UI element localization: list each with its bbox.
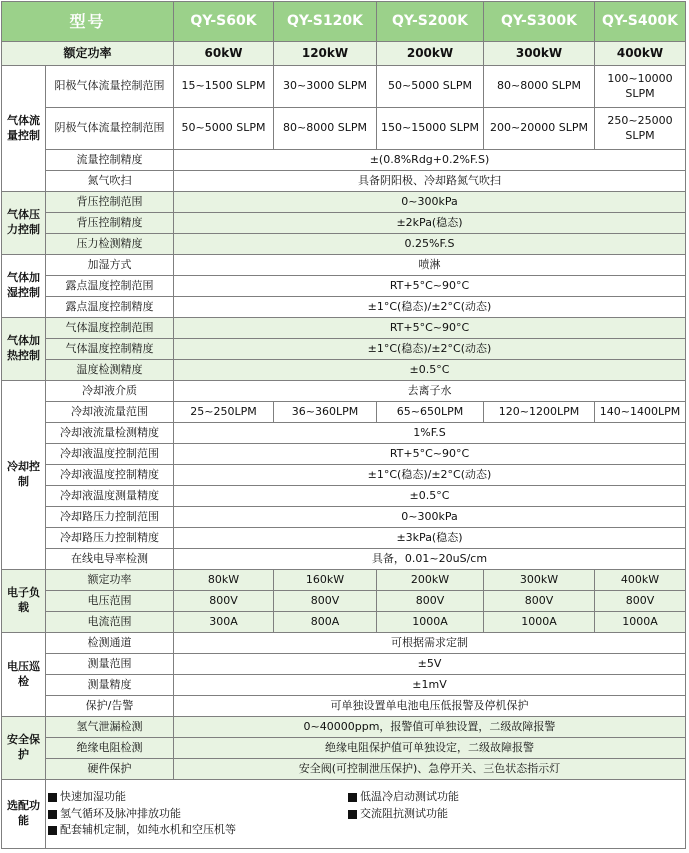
cell-value: 800V — [274, 591, 377, 612]
cell-value: 36~360LPM — [274, 402, 377, 423]
cell-value: 喷淋 — [174, 255, 686, 276]
cell-value: 200~20000 SLPM — [484, 108, 595, 150]
spec-row — [2, 360, 686, 381]
spec-row — [2, 213, 686, 234]
cell-value: 100~10000 SLPM — [595, 66, 686, 108]
option-item — [348, 807, 683, 822]
row-label: 电流范围 — [46, 612, 174, 633]
spec-row — [2, 633, 686, 654]
model-header: QY-S60K — [174, 2, 274, 42]
cell-value: ±1mV — [174, 675, 686, 696]
rated-power-row — [2, 42, 686, 66]
cell-value: ±2kPa(稳态) — [174, 213, 686, 234]
cell-value: 800A — [274, 612, 377, 633]
cell-value: 30~3000 SLPM — [274, 66, 377, 108]
cell-value: RT+5°C~90°C — [174, 276, 686, 297]
cell-value: 0.25%F.S — [174, 234, 686, 255]
row-label: 硬件保护 — [46, 759, 174, 780]
cell-value: 800V — [174, 591, 274, 612]
cell-value: ±0.5°C — [174, 360, 686, 381]
cell-value: ±1°C(稳态)/±2°C(动态) — [174, 465, 686, 486]
options-row — [2, 780, 686, 849]
row-label: 电压范围 — [46, 591, 174, 612]
group-gas-flow: 气体流量控制 — [2, 66, 46, 192]
square-bullet-icon — [348, 793, 357, 802]
row-label: 冷却液流量检测精度 — [46, 423, 174, 444]
cell-value: 0~300kPa — [174, 507, 686, 528]
group-load: 电子负载 — [2, 570, 46, 633]
spec-row — [2, 192, 686, 213]
cell-value: 可单独设置单电池电压低报警及停机保护 — [174, 696, 686, 717]
row-label: 冷却液流量范围 — [46, 402, 174, 423]
cell-value: 具备阴阳极、冷却路氮气吹扫 — [174, 171, 686, 192]
spec-row — [2, 465, 686, 486]
row-label: 冷却路压力控制精度 — [46, 528, 174, 549]
load-row — [2, 570, 686, 591]
square-bullet-icon — [48, 826, 57, 835]
row-label: 绝缘电阻检测 — [46, 738, 174, 759]
flow-precision-row — [2, 150, 686, 171]
rated-power-value: 60kW — [174, 42, 274, 66]
group-safety: 安全保护 — [2, 717, 46, 780]
row-label: 检测通道 — [46, 633, 174, 654]
row-label: 冷却液温度控制精度 — [46, 465, 174, 486]
cell-value: 200kW — [377, 570, 484, 591]
square-bullet-icon — [348, 810, 357, 819]
spec-row — [2, 507, 686, 528]
option-item — [48, 807, 348, 822]
rated-power-value: 400kW — [595, 42, 686, 66]
cell-value: 800V — [595, 591, 686, 612]
header-row — [2, 2, 686, 42]
cell-value: 80~8000 SLPM — [484, 66, 595, 108]
row-label: 加湿方式 — [46, 255, 174, 276]
cell-value: 1000A — [377, 612, 484, 633]
row-label: 气体温度控制范围 — [46, 318, 174, 339]
option-label: 配套辅机定制，如纯水机和空压机等 — [60, 823, 236, 837]
group-options: 选配功能 — [2, 780, 46, 849]
spec-row — [2, 675, 686, 696]
group-cooling: 冷却控制 — [2, 381, 46, 570]
option-item — [48, 790, 348, 805]
spec-row — [2, 654, 686, 675]
row-label: 气体温度控制精度 — [46, 339, 174, 360]
row-label: 测量精度 — [46, 675, 174, 696]
option-label: 低温冷启动测试功能 — [360, 789, 459, 803]
cell-value: 400kW — [595, 570, 686, 591]
spec-row — [2, 234, 686, 255]
spec-table — [1, 1, 686, 849]
group-humidify: 气体加湿控制 — [2, 255, 46, 318]
cell-value: 160kW — [274, 570, 377, 591]
cell-value: 80kW — [174, 570, 274, 591]
cell-value: 120~1200LPM — [484, 402, 595, 423]
cell-value: 0~300kPa — [174, 192, 686, 213]
model-header: QY-S400K — [595, 2, 686, 42]
row-label: 流量控制精度 — [46, 150, 174, 171]
cell-value: 1000A — [595, 612, 686, 633]
cell-value: 可根据需求定制 — [174, 633, 686, 654]
cell-value: 800V — [377, 591, 484, 612]
model-header: QY-S300K — [484, 2, 595, 42]
cell-value: ±3kPa(稳态) — [174, 528, 686, 549]
square-bullet-icon — [48, 810, 57, 819]
cell-value: 0~40000ppm，报警值可单独设置，二级故障报警 — [174, 717, 686, 738]
row-label: 露点温度控制范围 — [46, 276, 174, 297]
group-voltage: 电压巡检 — [2, 633, 46, 717]
option-item — [48, 823, 683, 838]
cell-value: 具备，0.01~20uS/cm — [174, 549, 686, 570]
cathode-flow-row — [2, 108, 686, 150]
row-label: 冷却液温度控制范围 — [46, 444, 174, 465]
row-label: 背压控制精度 — [46, 213, 174, 234]
row-label: 冷却路压力控制范围 — [46, 507, 174, 528]
cell-value: 去离子水 — [174, 381, 686, 402]
model-header: QY-S120K — [274, 2, 377, 42]
load-row — [2, 612, 686, 633]
option-label: 快速加湿功能 — [60, 789, 126, 803]
cell-value: ±(0.8%Rdg+0.2%F.S) — [174, 150, 686, 171]
cell-value: 65~650LPM — [377, 402, 484, 423]
row-label: 露点温度控制精度 — [46, 297, 174, 318]
load-row — [2, 591, 686, 612]
cell-value: 安全阀(可控制泄压保护)、急停开关、三色状态指示灯 — [174, 759, 686, 780]
spec-row — [2, 486, 686, 507]
spec-row — [2, 381, 686, 402]
rated-power-value: 300kW — [484, 42, 595, 66]
spec-row — [2, 444, 686, 465]
cell-value: 80~8000 SLPM — [274, 108, 377, 150]
row-label: 冷却液介质 — [46, 381, 174, 402]
row-label: 保护/告警 — [46, 696, 174, 717]
cell-value: ±1°C(稳态)/±2°C(动态) — [174, 339, 686, 360]
cell-value: 绝缘电阻保护值可单独设定，二级故障报警 — [174, 738, 686, 759]
row-label: 冷却液温度测量精度 — [46, 486, 174, 507]
spec-row — [2, 717, 686, 738]
rated-power-label: 额定功率 — [2, 42, 174, 66]
cell-value: 50~5000 SLPM — [174, 108, 274, 150]
row-label: 温度检测精度 — [46, 360, 174, 381]
cell-value: 1000A — [484, 612, 595, 633]
spec-row — [2, 318, 686, 339]
spec-row — [2, 297, 686, 318]
cell-value: ±0.5°C — [174, 486, 686, 507]
cell-value: RT+5°C~90°C — [174, 318, 686, 339]
nitrogen-row — [2, 171, 686, 192]
spec-row — [2, 759, 686, 780]
row-label: 阴极气体流量控制范围 — [46, 108, 174, 150]
spec-row — [2, 696, 686, 717]
rated-power-value: 120kW — [274, 42, 377, 66]
coolant-flow-row — [2, 402, 686, 423]
options-list — [46, 780, 686, 849]
cell-value: RT+5°C~90°C — [174, 444, 686, 465]
square-bullet-icon — [48, 793, 57, 802]
model-header-label: 型号 — [2, 2, 174, 42]
option-label: 交流阻抗测试功能 — [360, 806, 448, 820]
cell-value: 140~1400LPM — [595, 402, 686, 423]
spec-row — [2, 549, 686, 570]
option-label: 氢气循环及脉冲排放功能 — [60, 806, 181, 820]
cell-value: ±1°C(稳态)/±2°C(动态) — [174, 297, 686, 318]
anode-flow-row — [2, 66, 686, 108]
row-label: 压力检测精度 — [46, 234, 174, 255]
spec-row — [2, 423, 686, 444]
row-label: 氢气泄漏检测 — [46, 717, 174, 738]
cell-value: 800V — [484, 591, 595, 612]
spec-row — [2, 339, 686, 360]
spec-row — [2, 528, 686, 549]
model-header: QY-S200K — [377, 2, 484, 42]
group-heating: 气体加热控制 — [2, 318, 46, 381]
spec-row — [2, 255, 686, 276]
cell-value: ±5V — [174, 654, 686, 675]
option-item — [348, 790, 683, 805]
spec-row — [2, 276, 686, 297]
spec-row — [2, 738, 686, 759]
row-label: 背压控制范围 — [46, 192, 174, 213]
cell-value: 50~5000 SLPM — [377, 66, 484, 108]
group-gas-pressure: 气体压力控制 — [2, 192, 46, 255]
row-label: 氮气吹扫 — [46, 171, 174, 192]
cell-value: 1%F.S — [174, 423, 686, 444]
row-label: 额定功率 — [46, 570, 174, 591]
cell-value: 25~250LPM — [174, 402, 274, 423]
row-label: 测量范围 — [46, 654, 174, 675]
rated-power-value: 200kW — [377, 42, 484, 66]
cell-value: 250~25000 SLPM — [595, 108, 686, 150]
row-label: 阳极气体流量控制范围 — [46, 66, 174, 108]
cell-value: 300A — [174, 612, 274, 633]
cell-value: 150~15000 SLPM — [377, 108, 484, 150]
cell-value: 15~1500 SLPM — [174, 66, 274, 108]
cell-value: 300kW — [484, 570, 595, 591]
row-label: 在线电导率检测 — [46, 549, 174, 570]
